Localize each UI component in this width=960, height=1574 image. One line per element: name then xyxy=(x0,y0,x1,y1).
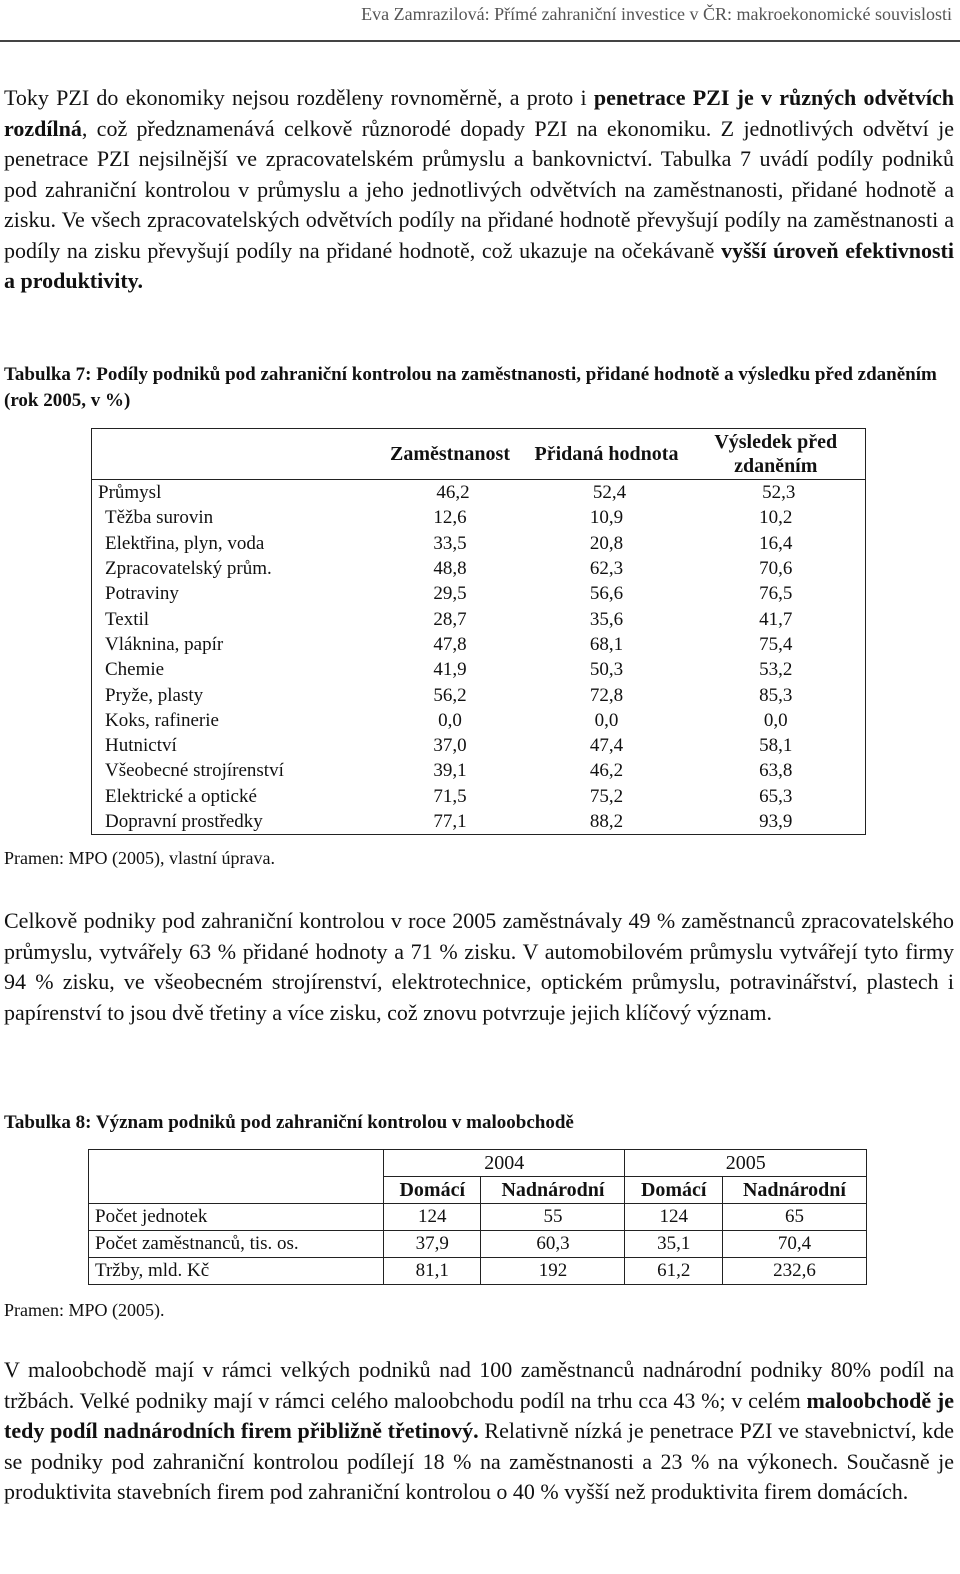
table7-cell: 58,1 xyxy=(759,735,793,757)
table7-cell: 63,8 xyxy=(759,760,793,782)
table7-cell: 41,7 xyxy=(759,608,793,630)
table7-row xyxy=(92,708,866,733)
table7-cell: 50,3 xyxy=(589,659,624,681)
para3-text-2: Relativně nízká je penetrace PZI ve stavebnictví, kde se podniky pod zahraniční kontrolou podílejí 18 % na zaměstnanosti a 23 % na výkonech. Současně je produktivita stavebních firem pod zahraniční kontrolou o 40 % vyšší než produktivita firem domácích. xyxy=(4,1418,954,1504)
table8-row-label: Počet zaměstnanců, tis. os. xyxy=(89,1231,384,1258)
table8-cell: 124 xyxy=(625,1204,722,1231)
table7-cell: 71,5 xyxy=(433,785,467,807)
table7-row xyxy=(92,480,866,506)
running-header: Eva Zamrazilová: Přímé zahraniční investice v ČR: makroekonomické souvislosti xyxy=(361,4,952,24)
table7-row-label: Potraviny xyxy=(105,583,179,605)
table7-cell: 85,3 xyxy=(759,684,793,706)
table7-row xyxy=(92,657,866,682)
table7-cell: 52,3 xyxy=(762,482,796,504)
table8-cell: 55 xyxy=(481,1204,625,1231)
table7-corner xyxy=(92,429,374,480)
table8-cell: 37,9 xyxy=(384,1231,481,1258)
table7-cell: 72,8 xyxy=(589,684,624,706)
table7-cell: 33,5 xyxy=(433,532,467,554)
para3-text-1: V maloobchodě mají v rámci velkých podniků nad 100 zaměstnanců nadnárodní podniky 80% podíl na tržbách. Velké podniky mají v rámci celého maloobchodu podíl na trhu cca 43 %; v celém xyxy=(4,1357,954,1413)
table7-cell: 0,0 xyxy=(763,709,788,731)
table7-row xyxy=(92,733,866,758)
table7-row-label: Všeobecné strojírenství xyxy=(105,760,284,782)
table7-row xyxy=(92,682,866,707)
table7-row-label: Průmysl xyxy=(98,482,162,504)
table7-cell: 76,5 xyxy=(759,583,793,605)
table7-cell: 35,6 xyxy=(589,608,624,630)
table7-row-label: Chemie xyxy=(105,659,165,681)
table7-cell: 75,4 xyxy=(759,633,793,655)
table7-cell: 75,2 xyxy=(589,785,624,807)
table7-row xyxy=(92,581,866,606)
table7-row-label: Hutnictví xyxy=(105,735,177,757)
table7-cell: 70,6 xyxy=(759,558,793,580)
paragraph-3 xyxy=(4,1355,954,1508)
table7-cell: 46,2 xyxy=(436,482,470,504)
para3-bold-1: maloobchodě je tedy podíl nadnárodních firem přibližně třetinový. xyxy=(4,1387,955,1443)
para1-text-1: Toky PZI do ekonomiky nejsou rozděleny rovnoměrně, a proto i xyxy=(4,85,594,110)
table8-cell: 70,4 xyxy=(722,1231,866,1258)
table7-row-label: Těžba surovin xyxy=(105,507,214,529)
table7-row xyxy=(92,809,866,835)
table8 xyxy=(88,1149,867,1285)
table7-row-label: Dopravní prostředky xyxy=(105,811,263,832)
table7-row xyxy=(92,758,866,783)
table8-cell: 124 xyxy=(384,1204,481,1231)
table8-sub-domestic-2005: Domácí xyxy=(625,1177,722,1204)
table7-cell: 56,2 xyxy=(433,684,467,706)
table7-row xyxy=(92,531,866,556)
table7-cell: 62,3 xyxy=(589,558,624,580)
table7-cell: 0,0 xyxy=(438,709,462,731)
table7-cell: 52,4 xyxy=(592,482,627,504)
table7-row-label: Koks, rafinerie xyxy=(105,709,219,731)
table8-cell: 232,6 xyxy=(722,1258,866,1285)
table8-row xyxy=(89,1231,867,1258)
table7-cell: 41,9 xyxy=(433,659,467,681)
table7-cell: 56,6 xyxy=(589,583,624,605)
table7 xyxy=(91,428,866,835)
table7-col-employment: Zaměstnanost xyxy=(389,443,510,465)
table7-cell: 88,2 xyxy=(589,811,624,832)
table7-row-label: Elektrické a optické xyxy=(105,785,257,807)
table8-row-label: Tržby, mld. Kč xyxy=(89,1258,384,1285)
table8-sub-multinational-2004: Nadnárodní xyxy=(481,1177,625,1204)
table8-cell: 81,1 xyxy=(384,1258,481,1285)
header-rule xyxy=(0,40,960,42)
table7-row xyxy=(92,505,866,530)
table7-cell: 16,4 xyxy=(759,532,793,554)
table7-col-profit: Výsledek před zdaněním xyxy=(714,431,838,477)
table7-cell: 77,1 xyxy=(433,811,467,832)
table8-row xyxy=(89,1258,867,1285)
table7-cell: 68,1 xyxy=(589,633,624,655)
table8-row-label: Počet jednotek xyxy=(89,1204,384,1231)
table7-row xyxy=(92,784,866,809)
table7-cell: 47,8 xyxy=(433,633,467,655)
table7-cell: 29,5 xyxy=(433,583,467,605)
paragraph-2: Celkově podniky pod zahraniční kontrolou v roce 2005 zaměstnávaly 49 % zaměstnanců zpracovatelského průmyslu, vytvářely 63 % přidané hodnoty a 71 % zisku. V automobilovém průmyslu vytvářejí tyto firmy 94 % zisku, ve všeobecném strojírenství, elektrotechnice, optickém průmyslu, potravinářství, plastech i papírenství to jsou dvě třetiny a více zisku, což znovu potvrzuje jejich klíčový význam. xyxy=(4,908,954,1025)
table7-cell: 0,0 xyxy=(594,709,619,731)
table7-row xyxy=(92,632,866,657)
paragraph-1 xyxy=(4,83,954,297)
table7-cell: 37,0 xyxy=(433,735,467,757)
table7-cell: 47,4 xyxy=(589,735,624,757)
table7-cell: 28,7 xyxy=(433,608,467,630)
table7-row xyxy=(92,556,866,581)
table7-row xyxy=(92,606,866,631)
table7-cell: 10,2 xyxy=(759,507,793,529)
table8-year-2004: 2004 xyxy=(384,1150,625,1177)
table7-caption: Tabulka 7: Podíly podniků pod zahraniční kontrolou na zaměstnanosti, přidané hodnotě a výsledku před zdaněním (rok 2005, v %) xyxy=(4,364,937,411)
table7-cell: 93,9 xyxy=(759,811,793,832)
table7-row-label: Elektřina, plyn, voda xyxy=(105,532,265,554)
table7-cell: 20,8 xyxy=(589,532,624,554)
table7-row-label: Zpracovatelský prům. xyxy=(105,558,272,580)
table7-cell: 39,1 xyxy=(433,760,467,782)
table8-cell: 35,1 xyxy=(625,1231,722,1258)
table8-year-2005: 2005 xyxy=(625,1150,867,1177)
table8-sub-multinational-2005: Nadnárodní xyxy=(722,1177,866,1204)
table7-cell: 10,9 xyxy=(589,507,624,529)
table7-row-label: Vláknina, papír xyxy=(105,633,224,655)
table7-cell: 53,2 xyxy=(759,659,793,681)
table7-cell: 65,3 xyxy=(759,785,793,807)
table8-cell: 61,2 xyxy=(625,1258,722,1285)
table8-cell: 192 xyxy=(481,1258,625,1285)
table7-source: Pramen: MPO (2005), vlastní úprava. xyxy=(4,848,275,868)
para1-bold-1: penetrace PZI je v různých odvětvích rozdílná xyxy=(4,85,955,141)
table7-cell: 46,2 xyxy=(589,760,624,782)
para1-bold-2: vyšší úroveň efektivnosti a produktivity. xyxy=(4,237,954,293)
table7-row-label: Textil xyxy=(105,608,150,630)
table7-cell: 12,6 xyxy=(433,507,467,529)
table8-sub-domestic-2004: Domácí xyxy=(384,1177,481,1204)
table8-cell: 65 xyxy=(722,1204,866,1231)
table7-cell: 48,8 xyxy=(433,558,467,580)
table8-cell: 60,3 xyxy=(481,1231,625,1258)
table7-row-label: Pryže, plasty xyxy=(105,684,204,706)
table8-caption: Tabulka 8: Význam podniků pod zahraniční kontrolou v maloobchodě xyxy=(4,1112,574,1133)
table8-source: Pramen: MPO (2005). xyxy=(4,1300,165,1320)
table8-corner xyxy=(89,1150,384,1204)
para1-text-2: , což předznamenává celkově různorodé dopady PZI na ekonomiku. Z jednotlivých odvětví je penetrace PZI nejsilnější ve zpracovatelském průmyslu a bankovnictví. Tabulka 7 uvádí podíly podniků pod zahraniční kontrolou v průmyslu a jeho jednotlivých odvětvích na zaměstnanosti, přidané hodnotě a zisku. Ve všech zpracovatelských odvětvích podíly na přidané hodnotě převyšují podíly na zaměstnanosti a podíly na zisku převyšují podíly na přidané hodnotě, což ukazuje na očekávaně xyxy=(4,115,954,263)
table8-row xyxy=(89,1204,867,1231)
table7-col-value-added: Přidaná hodnota xyxy=(534,443,679,465)
